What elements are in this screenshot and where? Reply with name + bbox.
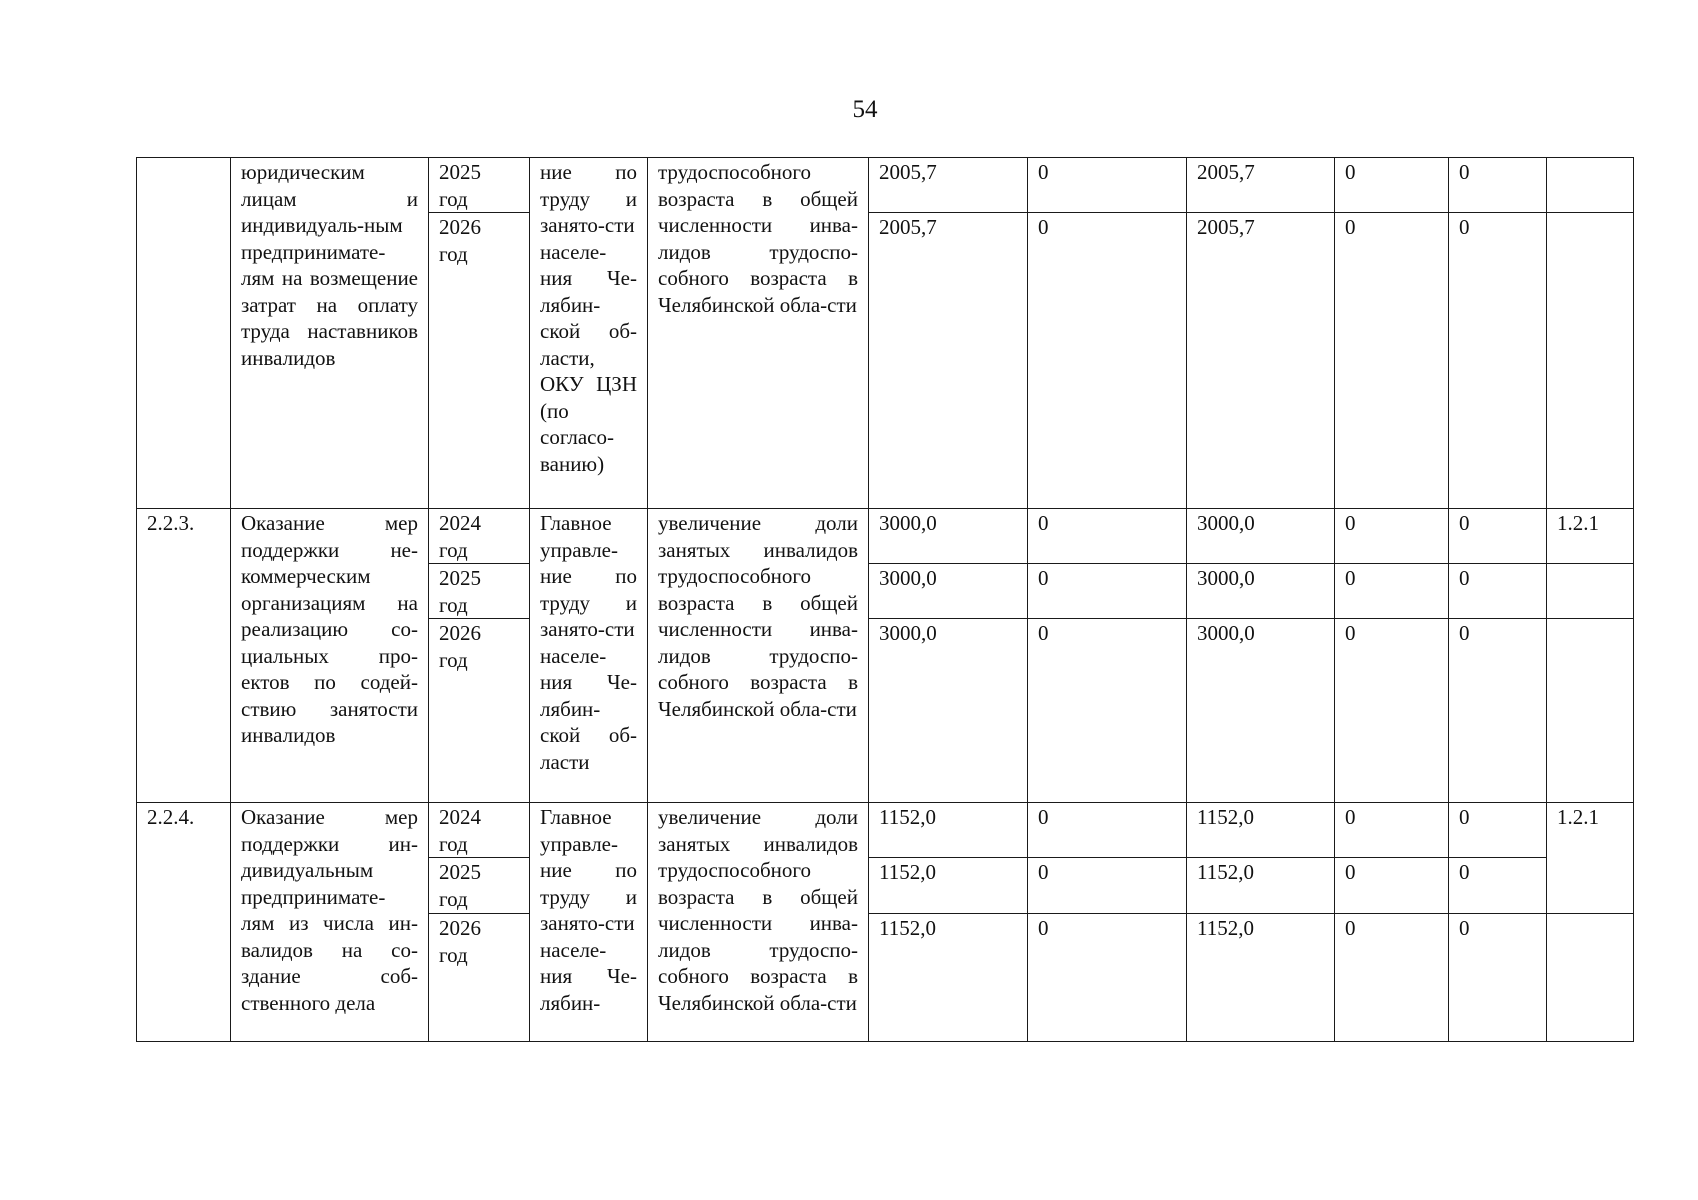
year-cell: 2024 год <box>429 509 530 564</box>
regional-cell: 1152,0 <box>1187 858 1335 914</box>
federal-cell: 0 <box>1028 564 1187 619</box>
regional-cell: 1152,0 <box>1187 914 1335 1042</box>
indicator-cell: увеличение доли занятых инвалидов трудоспособного возраста в общей численности инва-лидов трудоспо-собного возраста в Челябинской обла-сти <box>648 509 869 803</box>
executor-cell: Главное управле-ние по труду и занято-сти населе-ния Че-лябин-ской об-ласти <box>530 509 648 803</box>
measure-name-cell: Оказание мер поддержки не-коммерческим организациям на реализацию со-циальных про-ектов по содей-ствию занятости инвалидов <box>231 509 429 803</box>
total-cell: 2005,7 <box>869 213 1028 509</box>
year-cell: 2026 год <box>429 619 530 803</box>
local-cell: 0 <box>1335 803 1449 858</box>
measure-number-cell: 2.2.4. <box>137 803 231 1042</box>
regional-cell: 1152,0 <box>1187 803 1335 858</box>
table-row <box>137 803 1634 858</box>
regional-cell: 3000,0 <box>1187 564 1335 619</box>
total-cell: 1152,0 <box>869 858 1028 914</box>
indicator-cell: увеличение доли занятых инвалидов трудоспособного возраста в общей численности инва-лидов трудоспо-собного возраста в Челябинской обла-сти <box>648 803 869 1042</box>
local-cell: 0 <box>1335 509 1449 564</box>
link-cell <box>1547 158 1634 213</box>
executor-cell: ние по труду и занято-сти населе-ния Че-лябин-ской об-ласти, ОКУ ЦЗН (по согласо-ванию) <box>530 158 648 509</box>
link-cell-empty <box>1547 914 1634 1042</box>
year-cell: 2025 год <box>429 858 530 914</box>
federal-cell: 0 <box>1028 858 1187 914</box>
regional-cell: 2005,7 <box>1187 213 1335 509</box>
measure-name-cell: юридическим лицам и индивидуаль-ным предпринимате-лям на возмещение затрат на оплату труда наставников инвалидов <box>231 158 429 509</box>
other-cell: 0 <box>1449 914 1547 1042</box>
link-cell-empty <box>1547 619 1634 803</box>
year-cell: 2025 год <box>429 158 530 213</box>
executor-cell: Главное управле-ние по труду и занято-сти населе-ния Че-лябин- <box>530 803 648 1042</box>
federal-cell: 0 <box>1028 803 1187 858</box>
other-cell: 0 <box>1449 858 1547 914</box>
other-cell: 0 <box>1449 803 1547 858</box>
regional-cell: 3000,0 <box>1187 509 1335 564</box>
total-cell: 3000,0 <box>869 619 1028 803</box>
other-cell: 0 <box>1449 509 1547 564</box>
other-cell: 0 <box>1449 564 1547 619</box>
year-cell: 2026 год <box>429 914 530 1042</box>
program-measures-table <box>136 157 1634 1042</box>
measure-number-cell <box>137 158 231 509</box>
link-cell: 1.2.1 <box>1547 509 1634 564</box>
regional-cell: 2005,7 <box>1187 158 1335 213</box>
federal-cell: 0 <box>1028 509 1187 564</box>
local-cell: 0 <box>1335 158 1449 213</box>
measure-number-cell: 2.2.3. <box>137 509 231 803</box>
total-cell: 2005,7 <box>869 158 1028 213</box>
year-cell: 2024 год <box>429 803 530 858</box>
measure-name-cell: Оказание мер поддержки ин-дивидуальным предпринимате-лям из числа ин-валидов на со-здание соб-ственного дела <box>231 803 429 1042</box>
link-cell-empty <box>1547 564 1634 619</box>
table-row <box>137 158 1634 213</box>
local-cell: 0 <box>1335 858 1449 914</box>
year-cell: 2025 год <box>429 564 530 619</box>
local-cell: 0 <box>1335 213 1449 509</box>
other-cell: 0 <box>1449 213 1547 509</box>
other-cell: 0 <box>1449 158 1547 213</box>
regional-cell: 3000,0 <box>1187 619 1335 803</box>
total-cell: 1152,0 <box>869 803 1028 858</box>
other-cell: 0 <box>1449 619 1547 803</box>
local-cell: 0 <box>1335 619 1449 803</box>
total-cell: 3000,0 <box>869 509 1028 564</box>
federal-cell: 0 <box>1028 914 1187 1042</box>
total-cell: 3000,0 <box>869 564 1028 619</box>
link-cell: 1.2.1 <box>1547 803 1634 914</box>
federal-cell: 0 <box>1028 619 1187 803</box>
page-number: 54 <box>852 96 878 123</box>
federal-cell: 0 <box>1028 213 1187 509</box>
year-cell: 2026 год <box>429 213 530 509</box>
link-cell-empty <box>1547 213 1634 509</box>
local-cell: 0 <box>1335 564 1449 619</box>
indicator-cell: трудоспособного возраста в общей численности инва-лидов трудоспо-собного возраста в Челябинской обла-сти <box>648 158 869 509</box>
table-row <box>137 509 1634 564</box>
total-cell: 1152,0 <box>869 914 1028 1042</box>
federal-cell: 0 <box>1028 158 1187 213</box>
local-cell: 0 <box>1335 914 1449 1042</box>
